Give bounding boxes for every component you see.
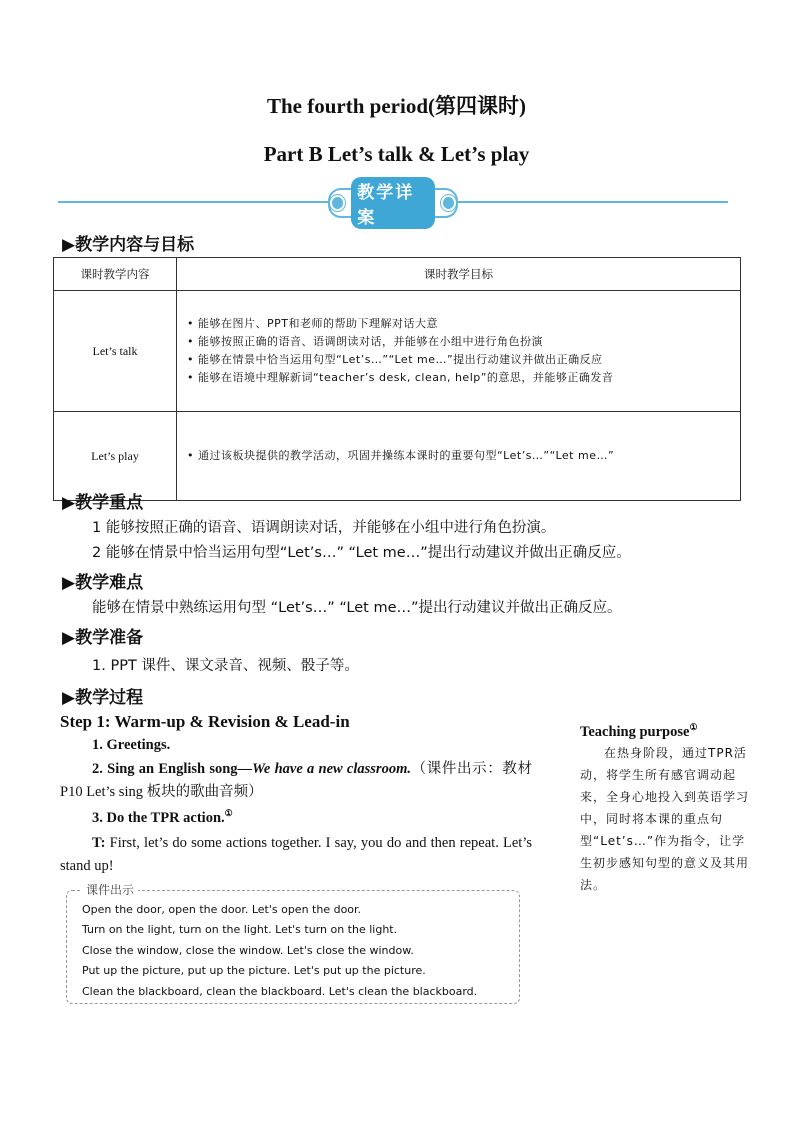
row-goal-cell bbox=[177, 412, 741, 501]
col-goal-header: 课时教学目标 bbox=[177, 258, 741, 291]
goal-item: • 能够在语境中理解新词“teacher’s desk, clean, help”的意思，并能够正确发音 bbox=[187, 371, 614, 384]
banner-label: 教学详案 bbox=[351, 177, 434, 229]
slide-line: Close the window, close the window. Let's close the window. bbox=[82, 944, 414, 957]
goal-item: • 能够在图片、PPT和老师的帮助下理解对话大意 bbox=[187, 317, 438, 330]
row-content-cell: Let’s talk bbox=[54, 291, 177, 412]
key-points-heading: ▶教学重点 bbox=[62, 493, 144, 513]
teacher-line bbox=[60, 832, 532, 878]
difficulties-heading: ▶教学难点 bbox=[62, 573, 144, 593]
banner-dot-left-icon bbox=[330, 195, 345, 211]
banner-dot-right-icon bbox=[441, 195, 456, 211]
key-point-item: 1 能够按照正确的语音、语调朗读对话，并能够在小组中进行角色扮演。 bbox=[92, 520, 556, 536]
objectives-heading: ▶教学内容与目标 bbox=[62, 235, 195, 255]
tpr-item bbox=[92, 808, 233, 827]
process-heading: ▶教学过程 bbox=[62, 688, 144, 708]
col-content-header: 课时教学内容 bbox=[54, 258, 177, 291]
goal-item: • 能够按照正确的语音、语调朗读对话，并能够在小组中进行角色扮演 bbox=[187, 335, 543, 348]
purpose-footnote-mark: ① bbox=[689, 722, 698, 732]
row-content-cell: Let’s play bbox=[54, 412, 177, 501]
tpr-label: 3. Do the TPR action. bbox=[92, 809, 225, 826]
teacher-label: T: bbox=[92, 835, 106, 851]
slide-line: Put up the picture, put up the picture. Let's put up the picture. bbox=[82, 964, 426, 977]
preparation-text: 1. PPT 课件、课文录音、视频、骰子等。 bbox=[92, 658, 359, 674]
teaching-purpose-label: Teaching purpose bbox=[580, 723, 690, 740]
slide-line: Turn on the light, turn on the light. Let's turn on the light. bbox=[82, 923, 398, 936]
page-title: The fourth period(第四课时) bbox=[267, 94, 526, 118]
page-subtitle: Part B Let’s talk & Let’s play bbox=[263, 142, 530, 166]
greetings-item: 1. Greetings. bbox=[92, 737, 171, 753]
teaching-purpose-heading bbox=[580, 722, 698, 741]
song-item bbox=[60, 758, 532, 804]
teaching-purpose-text: 在热身阶段，通过TPR活动，将学生所有感官调动起来，全身心地投入到英语学习中，同时将本课的重点句型“Let’s…”作为指令，让学生初步感知句型的意义及其用法。 bbox=[580, 746, 750, 892]
goal-item: • 通过该板块提供的教学活动，巩固并操练本课时的重要句型“Let’s…”“Let me…” bbox=[187, 449, 615, 462]
song-label: 2. Sing an English song— bbox=[92, 761, 253, 777]
table-row bbox=[54, 291, 741, 412]
key-point-item: 2 能够在情景中恰当运用句型“Let’s…” “Let me…”提出行动建议并做出正确反应。 bbox=[92, 545, 631, 561]
objectives-table bbox=[53, 257, 741, 501]
slide-line: Clean the blackboard, clean the blackboard. Let's clean the blackboard. bbox=[82, 985, 478, 998]
song-title: We have a new classroom. bbox=[252, 761, 411, 777]
slide-line: Open the door, open the door. Let's open the door. bbox=[82, 903, 362, 916]
banner-pill bbox=[328, 183, 458, 228]
slide-label: 课件出示 bbox=[82, 881, 138, 898]
table-header-row bbox=[54, 258, 741, 291]
preparation-heading: ▶教学准备 bbox=[62, 628, 144, 648]
section-banner bbox=[58, 183, 728, 228]
song-note: （课件出示：教材 P10 Let’s sing 板块的歌曲音频） bbox=[60, 761, 532, 800]
row-goal-cell bbox=[177, 291, 741, 412]
tpr-footnote-mark: ① bbox=[224, 808, 233, 818]
step1-heading: Step 1: Warm-up & Revision & Lead-in bbox=[60, 712, 350, 731]
difficulties-text: 能够在情景中熟练运用句型 “Let’s…” “Let me…”提出行动建议并做出正确反应。 bbox=[92, 600, 622, 616]
teacher-text: First, let’s do some actions together. I say, you do and then repeat. Let’s stand up! bbox=[60, 835, 533, 874]
goal-item: • 能够在情景中恰当运用句型“Let’s…”“Let me…”提出行动建议并做出正确反应 bbox=[187, 353, 603, 366]
table-row bbox=[54, 412, 741, 501]
